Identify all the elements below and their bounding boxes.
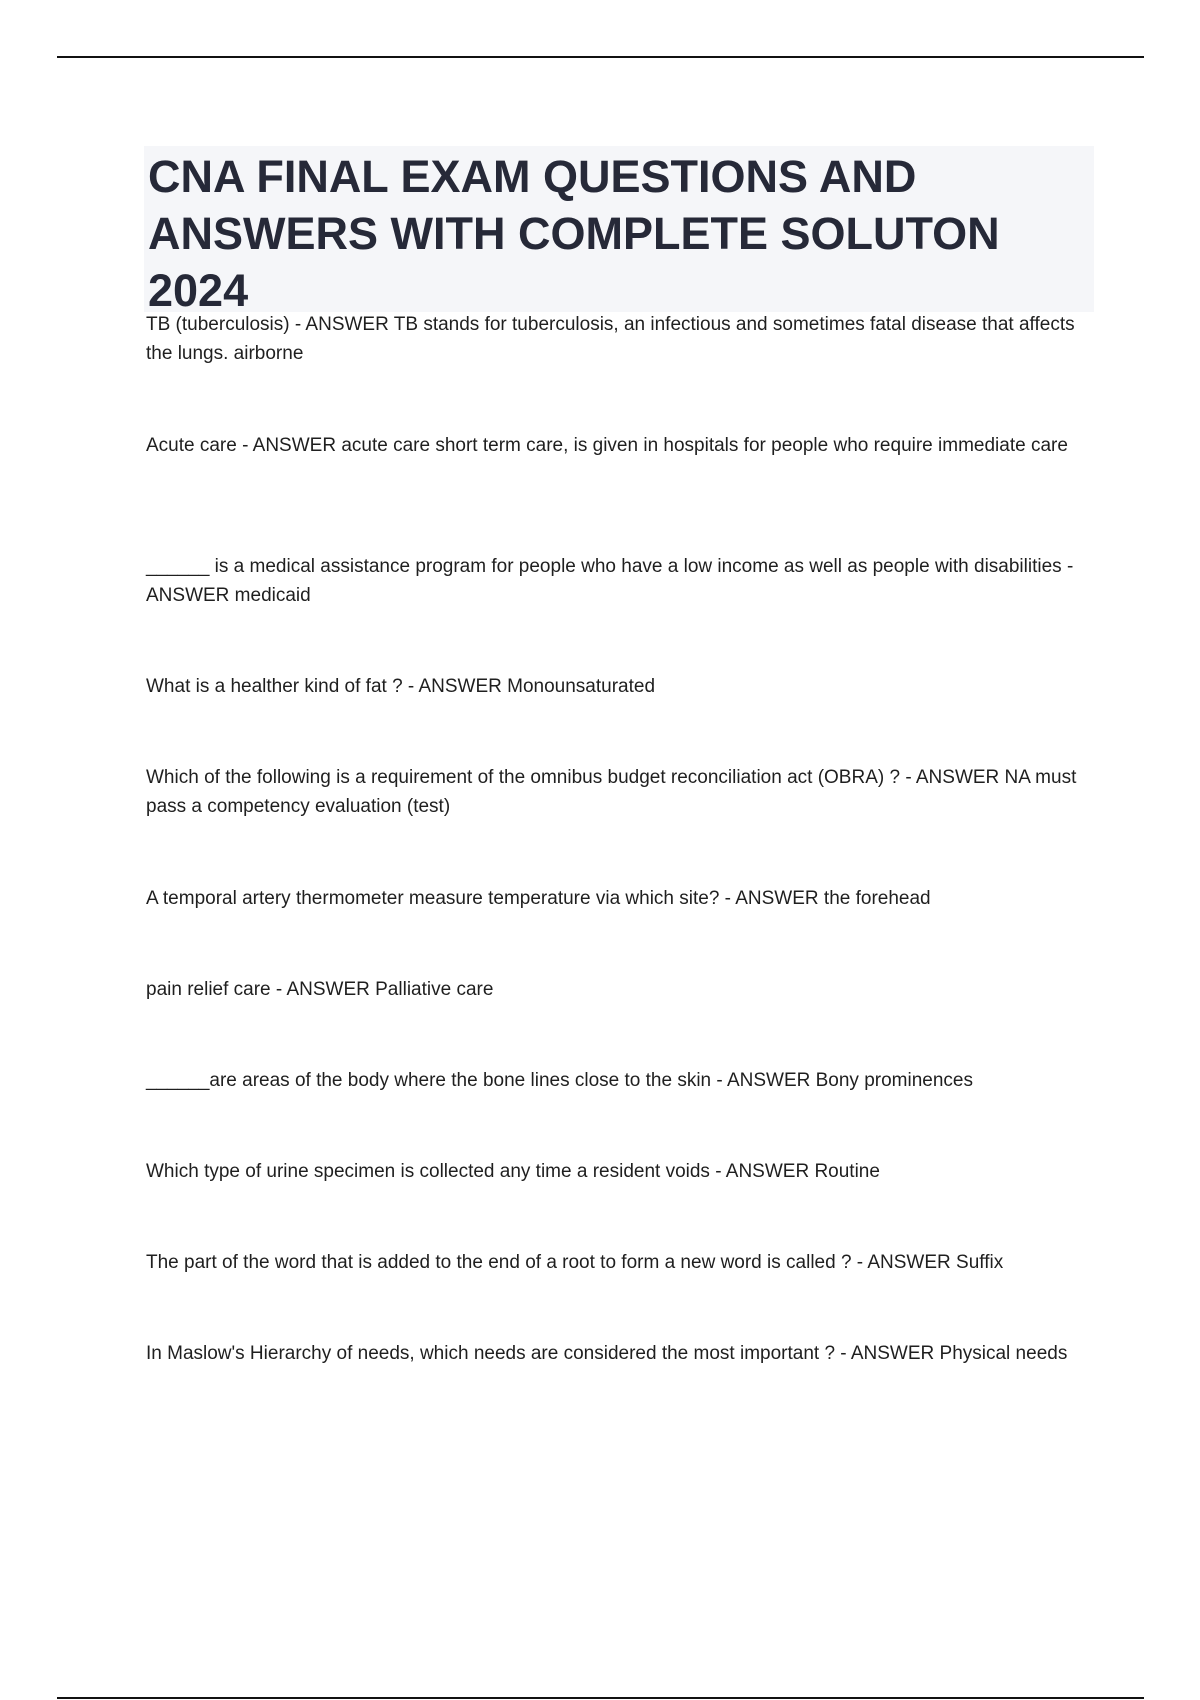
document-title: CNA FINAL EXAM QUESTIONS AND ANSWERS WITH COMPLETE SOLUTON 2024 [148, 151, 1000, 316]
qa-item-acute-care: Acute care - ANSWER acute care short term care, is given in hospitals for people who require immediate care [146, 435, 1068, 456]
qa-item-pain-relief: pain relief care - ANSWER Palliative care [146, 979, 494, 1000]
qa-item-obra: Which of the following is a requirement of the omnibus budget reconciliation act (OBRA) ? - ANSWER NA must pass a competency evaluation (test) [146, 767, 1077, 817]
qa-item-tb: TB (tuberculosis) - ANSWER TB stands for tuberculosis, an infectious and sometimes fatal disease that affects the lungs. airborne [146, 314, 1075, 364]
qa-item-urine-specimen: Which type of urine specimen is collected any time a resident voids - ANSWER Routine [146, 1161, 880, 1182]
qa-item-bony-prominences: ______are areas of the body where the bone lines close to the skin - ANSWER Bony prominences [146, 1070, 973, 1091]
qa-item-maslow: In Maslow's Hierarchy of needs, which needs are considered the most important ? - ANSWER Physical needs [146, 1343, 1068, 1364]
header-rule [57, 56, 1144, 58]
qa-item-medicaid: ______ is a medical assistance program for people who have a low income as well as people with disabilities - ANSWER medicaid [146, 556, 1074, 606]
title-block [144, 146, 1094, 316]
qa-item-suffix: The part of the word that is added to the end of a root to form a new word is called ? - ANSWER Suffix [146, 1252, 1004, 1273]
qa-item-fat: What is a healther kind of fat ? - ANSWER Monounsaturated [146, 676, 656, 697]
qa-item-thermometer: A temporal artery thermometer measure temperature via which site? - ANSWER the forehead [146, 888, 931, 909]
footer-rule [57, 1697, 1144, 1699]
